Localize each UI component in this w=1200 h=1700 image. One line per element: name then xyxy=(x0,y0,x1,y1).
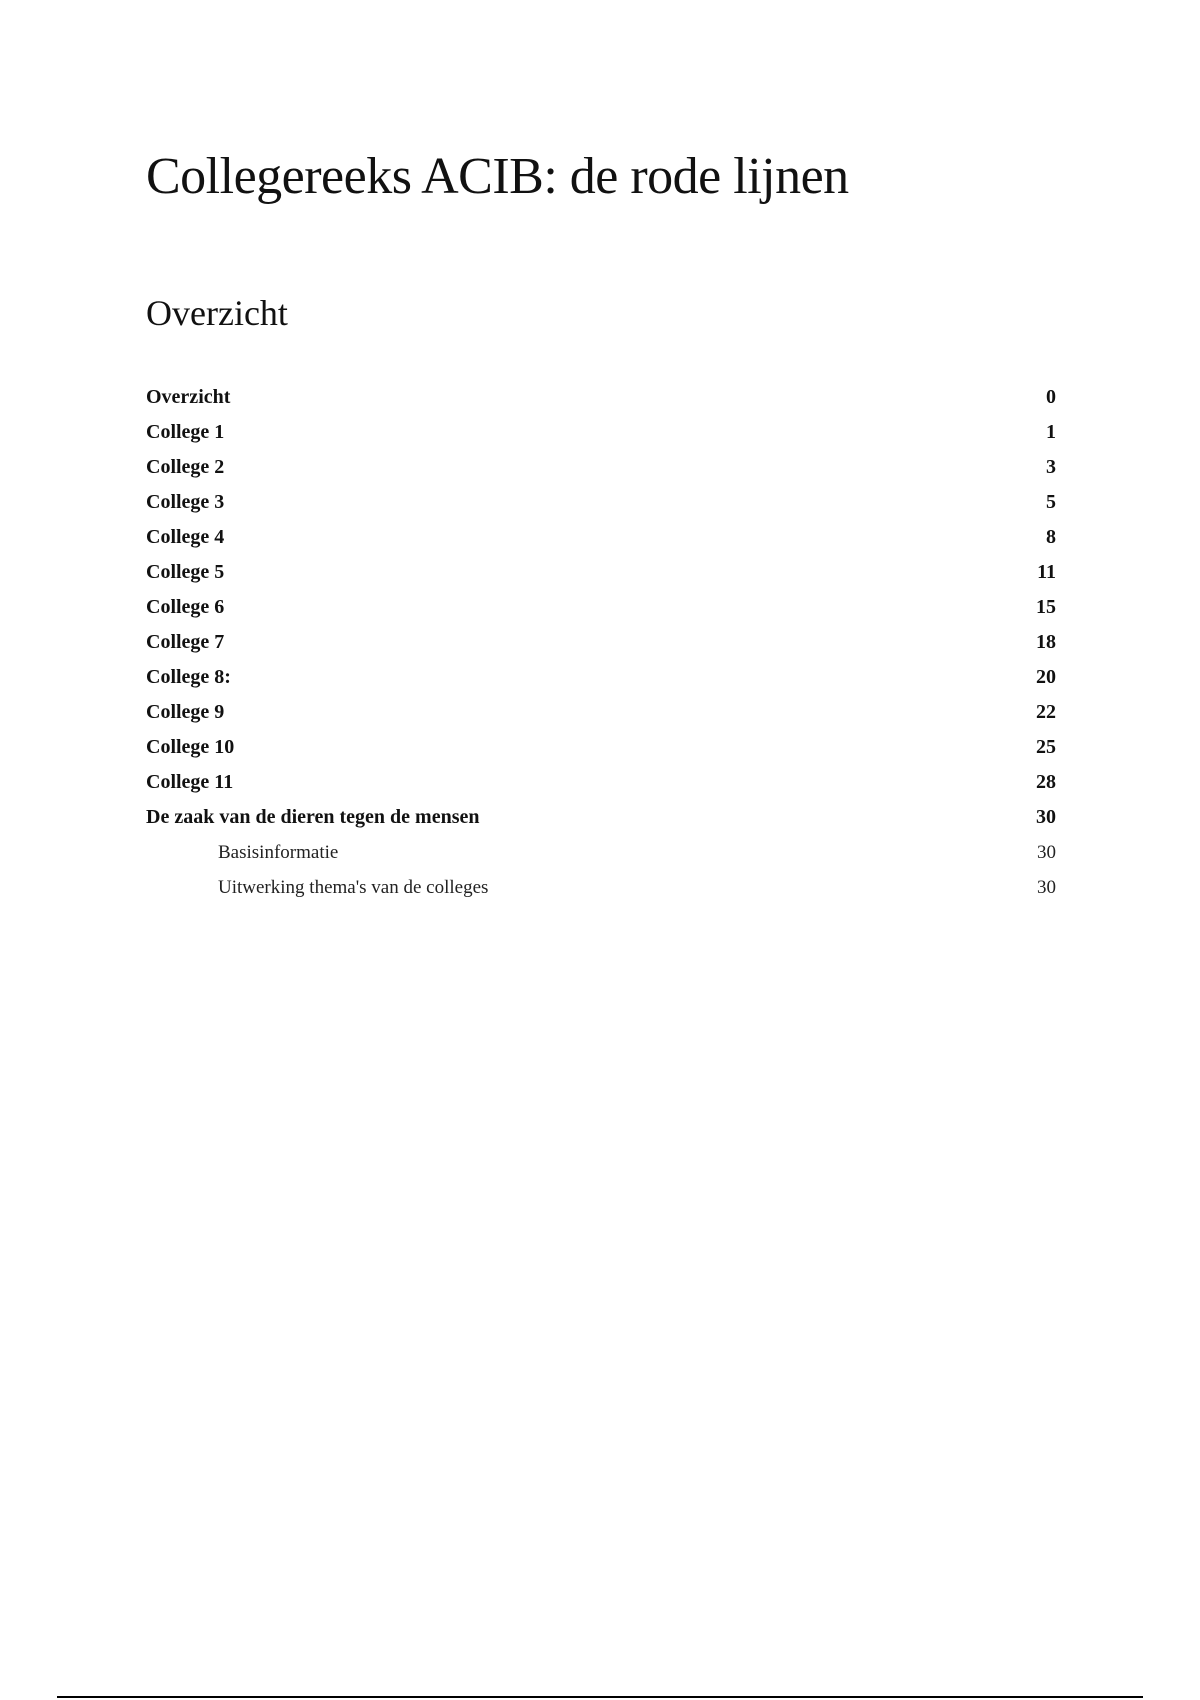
toc-entry-label: College 9 xyxy=(146,701,225,723)
toc-entry-page: 22 xyxy=(1036,701,1056,723)
toc-entry-de-zaak[interactable] xyxy=(146,800,1056,835)
toc-entry-college-8[interactable] xyxy=(146,660,1056,695)
toc-entry-college-9[interactable] xyxy=(146,695,1056,730)
toc-entry-college-3[interactable] xyxy=(146,485,1056,520)
toc-entry-page: 5 xyxy=(1046,491,1056,513)
table-of-contents xyxy=(146,380,1056,905)
toc-entry-label: Overzicht xyxy=(146,386,231,408)
toc-entry-page: 1 xyxy=(1046,421,1056,443)
toc-subentry-label: Basisinformatie xyxy=(218,841,339,863)
toc-entry-college-1[interactable] xyxy=(146,415,1056,450)
toc-entry-label: College 8: xyxy=(146,666,231,688)
toc-entry-page: 28 xyxy=(1036,771,1056,793)
toc-entry-page: 25 xyxy=(1036,736,1056,758)
toc-entry-label: College 7 xyxy=(146,631,225,653)
section-title: Overzicht xyxy=(146,293,288,333)
toc-subentry-label: Uitwerking thema's van de colleges xyxy=(218,876,489,898)
toc-entry-label: College 3 xyxy=(146,491,225,513)
toc-entry-page: 15 xyxy=(1036,596,1056,618)
toc-entry-page: 20 xyxy=(1036,666,1056,688)
toc-entry-label: College 11 xyxy=(146,771,234,793)
toc-entry-page: 30 xyxy=(1036,806,1056,828)
toc-entry-college-6[interactable] xyxy=(146,590,1056,625)
toc-entry-page: 0 xyxy=(1046,386,1056,408)
toc-entry-college-11[interactable] xyxy=(146,765,1056,800)
toc-subentry-page: 30 xyxy=(1037,841,1056,863)
toc-subentry-page: 30 xyxy=(1037,876,1056,898)
toc-entry-label: De zaak van de dieren tegen de mensen xyxy=(146,806,480,828)
toc-entry-college-7[interactable] xyxy=(146,625,1056,660)
toc-entry-college-5[interactable] xyxy=(146,555,1056,590)
toc-entry-label: College 10 xyxy=(146,736,235,758)
toc-entry-page: 8 xyxy=(1046,526,1056,548)
toc-entry-overzicht[interactable] xyxy=(146,380,1056,415)
toc-entry-page: 18 xyxy=(1036,631,1056,653)
toc-entry-college-4[interactable] xyxy=(146,520,1056,555)
toc-entry-college-2[interactable] xyxy=(146,450,1056,485)
toc-entry-page: 11 xyxy=(1037,561,1056,583)
toc-entry-label: College 5 xyxy=(146,561,225,583)
toc-entry-label: College 4 xyxy=(146,526,225,548)
footer-divider xyxy=(57,1696,1143,1698)
toc-entry-label: College 1 xyxy=(146,421,225,443)
toc-subentry-uitwerking[interactable] xyxy=(146,870,1056,905)
toc-entry-label: College 2 xyxy=(146,456,225,478)
toc-entry-college-10[interactable] xyxy=(146,730,1056,765)
toc-entry-page: 3 xyxy=(1046,456,1056,478)
toc-subentry-basisinformatie[interactable] xyxy=(146,835,1056,870)
toc-entry-label: College 6 xyxy=(146,596,225,618)
document-title: Collegereeks ACIB: de rode lijnen xyxy=(146,148,849,205)
